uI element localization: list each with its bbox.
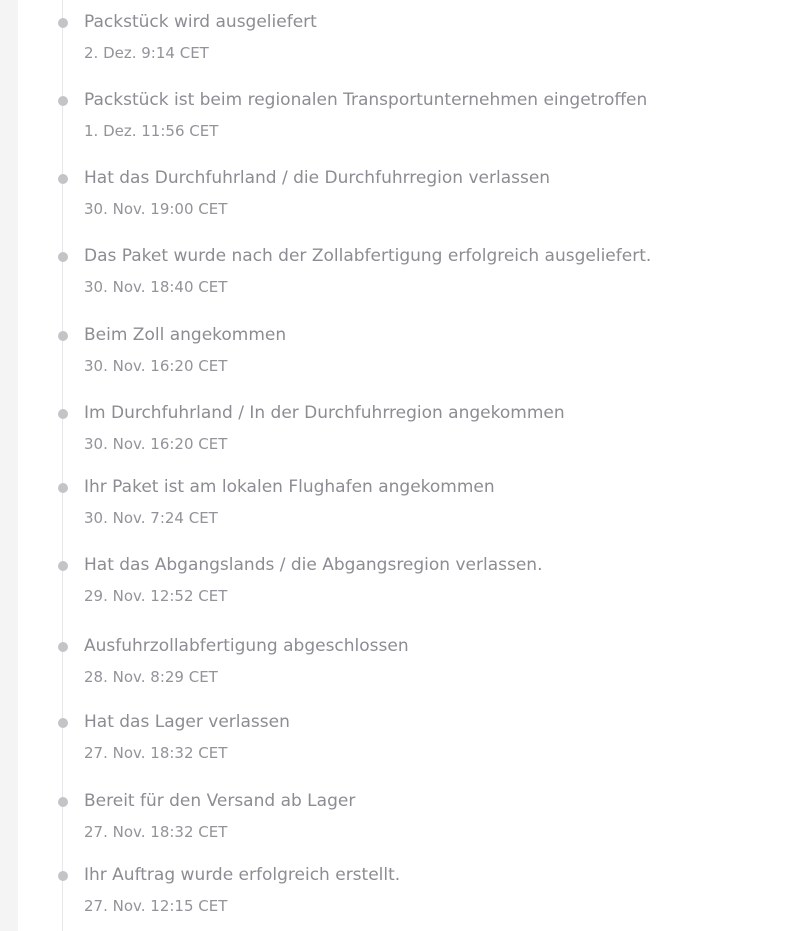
event-time: 1. Dez. 11:56 CET — [84, 122, 219, 140]
event-time: 27. Nov. 18:32 CET — [84, 744, 228, 762]
event-title: Hat das Durchfuhrland / die Durchfuhrregion verlassen — [84, 168, 551, 188]
timeline-dot-icon — [58, 561, 68, 571]
timeline-dot-icon — [58, 18, 68, 28]
event-title: Bereit für den Versand ab Lager — [84, 791, 356, 811]
event-title: Beim Zoll angekommen — [84, 325, 287, 345]
event-time: 30. Nov. 18:40 CET — [84, 278, 228, 296]
event-title: Ihr Auftrag wurde erfolgreich erstellt. — [84, 865, 401, 885]
event-time: 28. Nov. 8:29 CET — [84, 668, 218, 686]
timeline-dot-icon — [58, 871, 68, 881]
left-panel-edge — [0, 0, 18, 931]
timeline-dot-icon — [58, 409, 68, 419]
event-time: 30. Nov. 19:00 CET — [84, 200, 228, 218]
event-title: Hat das Lager verlassen — [84, 712, 290, 732]
timeline-dot-icon — [58, 718, 68, 728]
timeline-dot-icon — [58, 174, 68, 184]
timeline-dot-icon — [58, 252, 68, 262]
event-title: Das Paket wurde nach der Zollabfertigung erfolgreich ausgeliefert. — [84, 246, 652, 266]
timeline-dot-icon — [58, 483, 68, 493]
event-time: 27. Nov. 12:15 CET — [84, 897, 228, 915]
event-time: 29. Nov. 12:52 CET — [84, 587, 228, 605]
timeline-line — [62, 0, 63, 931]
event-title: Packstück ist beim regionalen Transportunternehmen eingetroffen — [84, 90, 648, 110]
timeline-dot-icon — [58, 331, 68, 341]
event-time: 30. Nov. 7:24 CET — [84, 509, 218, 527]
timeline-dot-icon — [58, 642, 68, 652]
timeline-dot-icon — [58, 96, 68, 106]
event-time: 30. Nov. 16:20 CET — [84, 357, 228, 375]
event-time: 27. Nov. 18:32 CET — [84, 823, 228, 841]
event-time: 30. Nov. 16:20 CET — [84, 435, 228, 453]
event-title: Hat das Abgangslands / die Abgangsregion verlassen. — [84, 555, 543, 575]
event-title: Ausfuhrzollabfertigung abgeschlossen — [84, 636, 409, 656]
event-title: Im Durchfuhrland / In der Durchfuhrregion angekommen — [84, 403, 565, 423]
event-title: Ihr Paket ist am lokalen Flughafen angekommen — [84, 477, 495, 497]
timeline-dot-icon — [58, 797, 68, 807]
event-time: 2. Dez. 9:14 CET — [84, 44, 209, 62]
event-title: Packstück wird ausgeliefert — [84, 12, 317, 32]
